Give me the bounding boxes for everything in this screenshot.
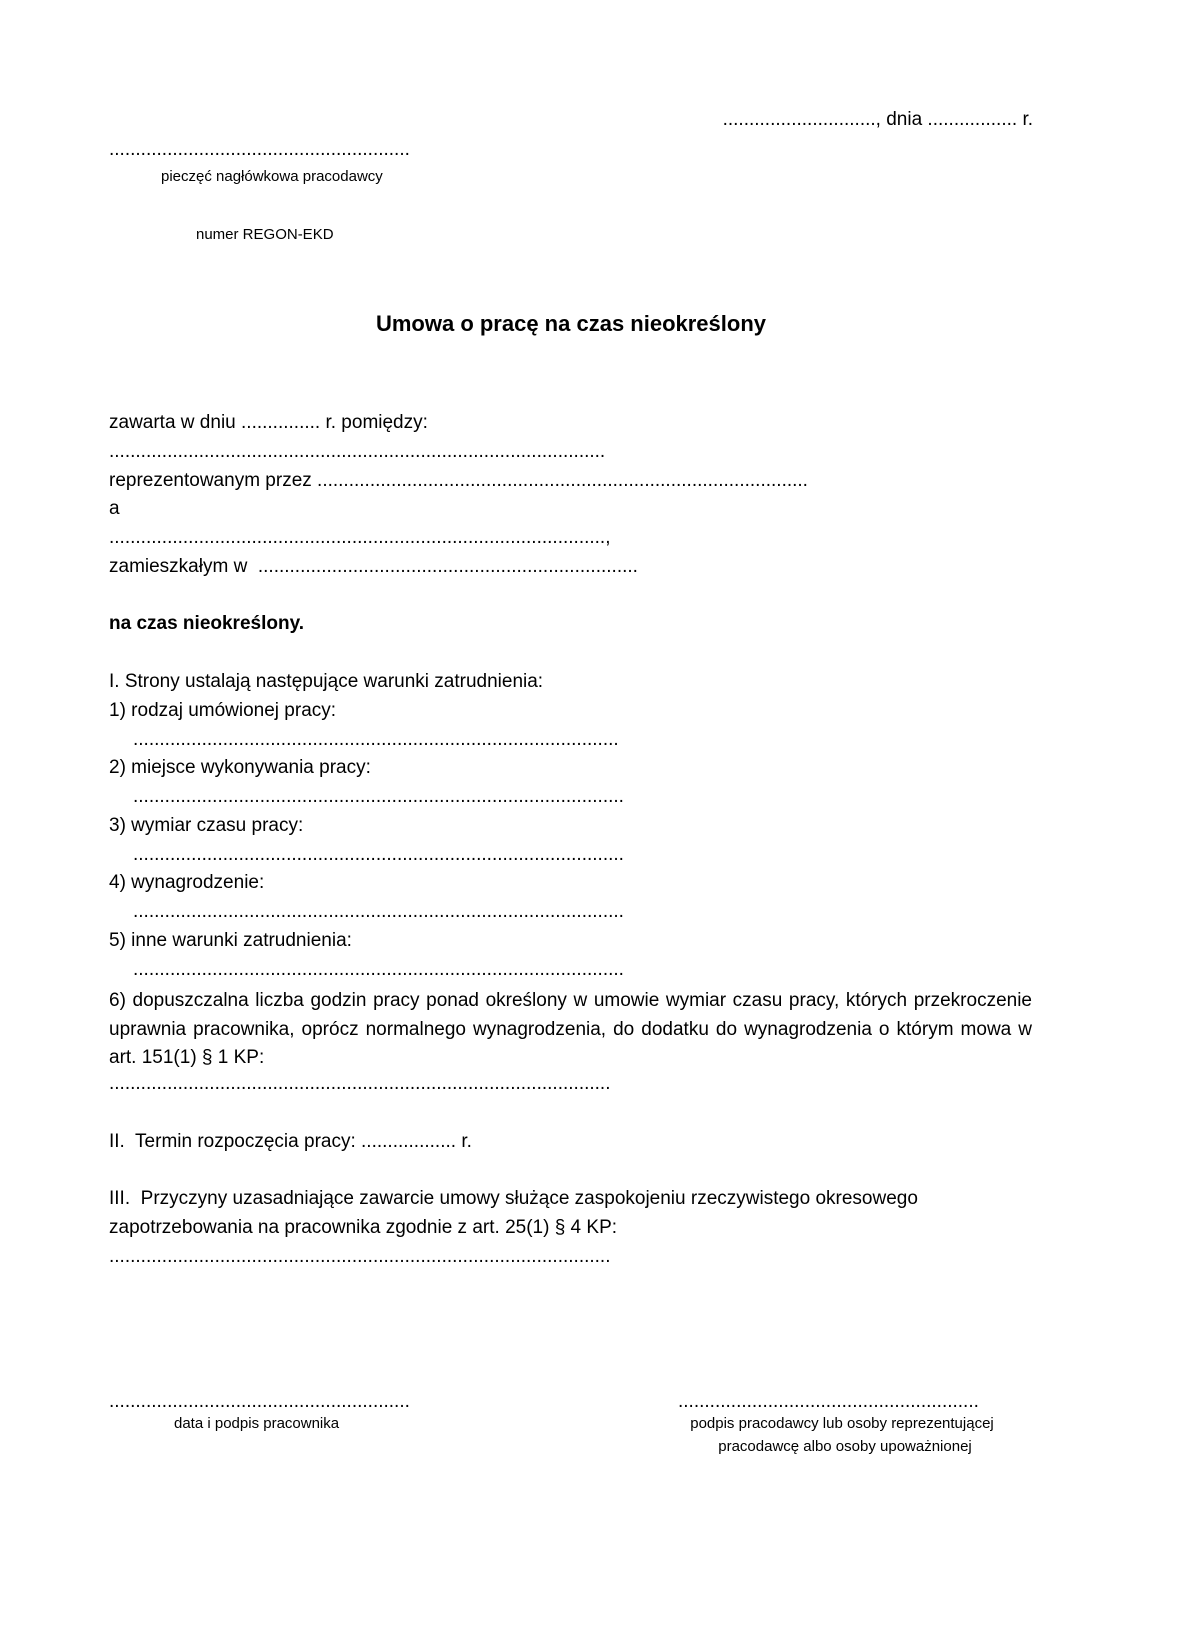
employee-signature-line: ......................................................... — [109, 1391, 410, 1412]
document-title: Umowa o pracę na czas nieokreślony — [375, 311, 767, 336]
stamp-label: pieczęć nagłówkowa pracodawcy — [161, 168, 383, 185]
section-3-dotted-line: ............................................................................................... — [109, 1246, 611, 1267]
item-1-dotted-line: ............................................................................................ — [133, 729, 619, 750]
employee-dotted-line: .............................................................................................., — [109, 527, 611, 548]
section-3-line-2: zapotrzebowania na pracownika zgodnie z art. 25(1) § 4 KP: — [109, 1217, 618, 1238]
section-2-start-date: II. Termin rozpoczęcia pracy: .................. r. — [109, 1131, 472, 1152]
employer-signature-line: ......................................................... — [678, 1391, 979, 1412]
item-3-dotted-line: ............................................................................................. — [133, 844, 624, 865]
item-6-dotted-line: ............................................................................................... — [109, 1073, 611, 1094]
item-2-dotted-line: ............................................................................................. — [133, 786, 624, 807]
item-4-dotted-line: ............................................................................................. — [133, 901, 624, 922]
residing-line: zamieszkałym w ........................................................................ — [109, 556, 638, 577]
concluded-on-line: zawarta w dniu ............... r. pomiędzy: — [109, 412, 428, 433]
contract-term: na czas nieokreślony. — [109, 613, 305, 634]
item-2-label: 2) miejsce wykonywania pracy: — [109, 757, 371, 778]
item-6-paragraph: 6) dopuszczalna liczba godzin pracy ponad określony w umowie wymiar czasu pracy, których przekroczenie uprawnia pracownika, oprócz normalnego wynagrodzenia, do dodatku do wynagrodzenia o którym mowa w art. 151(1) § 1 KP: — [109, 990, 1032, 1069]
employer-signature-label-2: pracodawcę albo osoby upoważnionej — [718, 1438, 972, 1455]
section-3-line-1: III. Przyczyny uzasadniające zawarcie umowy służące zaspokojeniu rzeczywistego okresowego — [109, 1188, 918, 1209]
item-1-label: 1) rodzaj umówionej pracy: — [109, 700, 337, 721]
stamp-dotted-line: ......................................................... — [109, 139, 410, 160]
place-date-line: ............................., dnia ................. r. — [722, 109, 1033, 130]
regon-label: numer REGON-EKD — [196, 226, 334, 243]
section-1-heading: I. Strony ustalają następujące warunki zatrudnienia: — [109, 671, 544, 692]
item-3-label: 3) wymiar czasu pracy: — [109, 815, 304, 836]
employee-signature-label: data i podpis pracownika — [174, 1415, 340, 1432]
and-conjunction: a — [109, 498, 120, 519]
represented-by-line: reprezentowanym przez ............................................................................................. — [109, 470, 808, 491]
item-5-dotted-line: ............................................................................................. — [133, 959, 624, 980]
item-4-label: 4) wynagrodzenie: — [109, 872, 265, 893]
employer-dotted-line: .............................................................................................. — [109, 441, 606, 462]
employer-signature-label-1: podpis pracodawcy lub osoby reprezentującej — [690, 1415, 994, 1432]
item-5-label: 5) inne warunki zatrudnienia: — [109, 930, 352, 951]
